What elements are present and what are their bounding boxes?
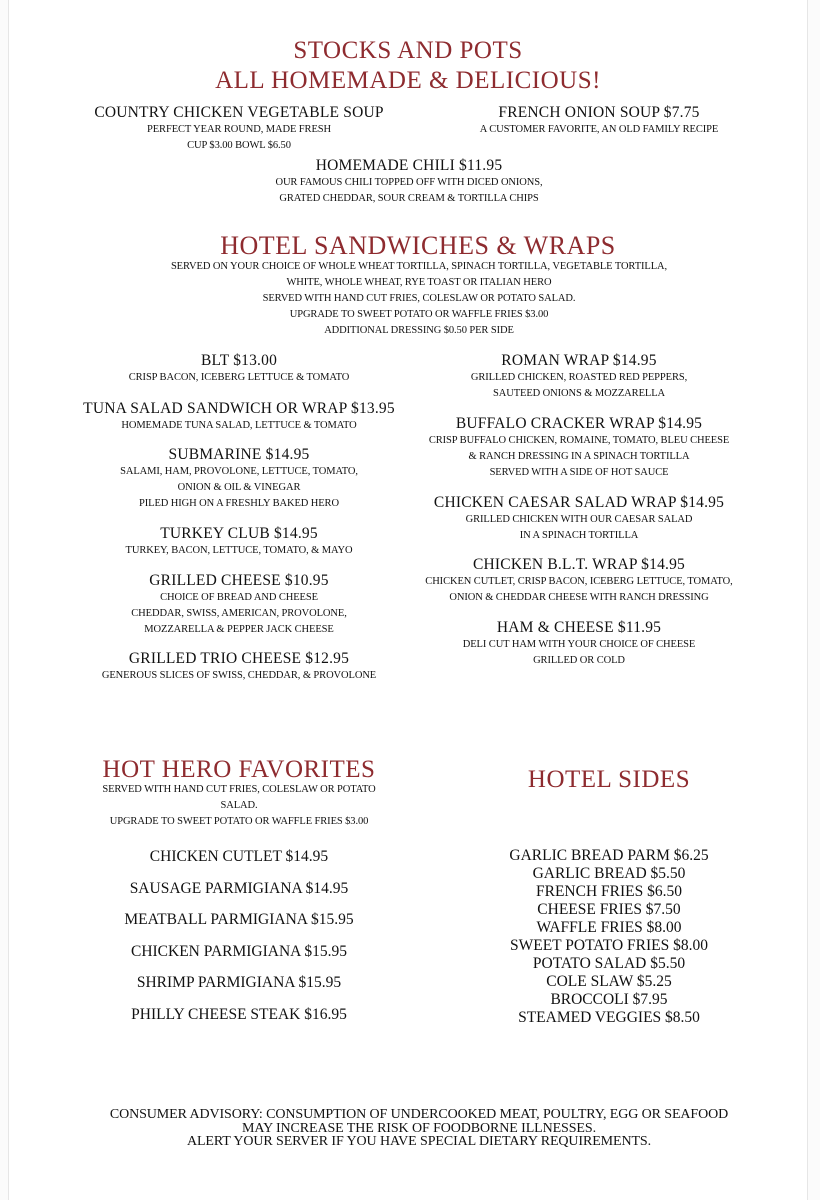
stocks-title-line-1: STOCKS AND POTS [293, 37, 523, 64]
menu-item [49, 400, 429, 434]
side-item: COLE SLAW $5.25 [546, 973, 672, 990]
sandwiches-intro [109, 259, 729, 339]
hero-item: SHRIMP PARMIGIANA $15.95 [136, 974, 342, 991]
description-line: CUP $3.00 BOWL $6.50 [187, 140, 291, 151]
menu-item [69, 650, 409, 684]
description-line: GRILLED OR COLD [533, 655, 625, 666]
hero-item: CHICKEN PARMIGIANA $15.95 [130, 942, 348, 960]
menu-item [409, 619, 749, 669]
menu-item [399, 415, 759, 481]
side-item: GARLIC BREAD PARM $6.25 [509, 847, 709, 864]
item-description [429, 122, 769, 138]
section-title-sandwiches: HOTEL SANDWICHES & WRAPS [220, 231, 616, 260]
item-name: COUNTRY CHICKEN VEGETABLE SOUP [94, 104, 384, 121]
description-line: CHICKEN CUTLET, CRISP BACON, ICEBERG LETTUCE, TOMATO, [425, 576, 733, 587]
description-line: A CUSTOMER FAVORITE, AN OLD FAMILY RECIPE [479, 124, 719, 135]
item-name: HAM & CHEESE $11.95 [496, 619, 662, 636]
item-description [69, 464, 409, 512]
side-item: BROCCOLI $7.95 [550, 991, 668, 1008]
item-name: ROMAN WRAP $14.95 [501, 352, 657, 369]
menu-item [429, 104, 769, 138]
consumer-advisory [69, 1108, 769, 1149]
menu-item [209, 157, 609, 207]
section-title-hero: HOT HERO FAVORITES [102, 756, 376, 783]
menu-item [69, 525, 409, 559]
side-item: WAFFLE FRIES $8.00 [536, 919, 682, 936]
section-title-stocks [9, 36, 807, 96]
item-description [409, 574, 749, 606]
description-line: GRATED CHEDDAR, SOUR CREAM & TORTILLA CHIPS [279, 193, 539, 204]
item-description [69, 668, 409, 684]
item-name: CHICKEN B.L.T. WRAP $14.95 [472, 556, 685, 573]
item-name: TUNA SALAD SANDWICH OR WRAP $13.95 [83, 400, 395, 417]
side-item: CHEESE FRIES $7.50 [537, 901, 681, 918]
side-item: POTATO SALAD $5.50 [532, 955, 686, 972]
description-line: CHOICE OF BREAD AND CHEESE [160, 592, 318, 603]
description-line: GRILLED CHICKEN, ROASTED RED PEPPERS, [470, 372, 688, 383]
description-line: ONION & CHEDDAR CHEESE WITH RANCH DRESSING [449, 592, 709, 603]
item-description [399, 433, 759, 481]
description-line: & RANCH DRESSING IN A SPINACH TORTILLA [468, 451, 690, 462]
item-description [69, 543, 409, 559]
item-name: GRILLED CHEESE $10.95 [149, 572, 329, 589]
intro-line: UPGRADE TO SWEET POTATO OR WAFFLE FRIES $3.00 [109, 816, 369, 827]
hero-list [89, 848, 389, 1037]
advisory-line: ALERT YOUR SERVER IF YOU HAVE SPECIAL DIETARY REQUIREMENTS. [186, 1134, 652, 1149]
item-description [209, 175, 609, 207]
description-line: TURKEY, BACON, LETTUCE, TOMATO, & MAYO [125, 545, 353, 556]
description-line: SAUTEED ONIONS & MOZZARELLA [493, 388, 665, 399]
side-item: SWEET POTATO FRIES $8.00 [510, 937, 708, 954]
description-line: MOZZARELLA & PEPPER JACK CHEESE [144, 624, 334, 635]
menu-item [69, 572, 409, 638]
description-line: OUR FAMOUS CHILI TOPPED OFF WITH DICED ONIONS, [275, 177, 543, 188]
item-description [69, 122, 409, 154]
description-line: GENEROUS SLICES OF SWISS, CHEDDAR, & PROVOLONE [101, 670, 377, 681]
item-name: GRILLED TRIO CHEESE $12.95 [128, 650, 350, 667]
description-line: GRILLED CHICKEN WITH OUR CAESAR SALAD [465, 514, 693, 525]
hero-item: CHICKEN CUTLET $14.95 [149, 848, 329, 865]
item-description [409, 512, 749, 544]
hero-item: SAUSAGE PARMIGIANA $14.95 [129, 879, 349, 897]
intro-line: SERVED ON YOUR CHOICE OF WHOLE WHEAT TORTILLA, SPINACH TORTILLA, VEGETABLE TORTILLA, [170, 261, 668, 272]
hero-item: PHILLY CHEESE STEAK $16.95 [131, 1005, 347, 1023]
intro-line: SERVED WITH HAND CUT FRIES, COLESLAW OR POTATO SALAD. [262, 293, 576, 304]
item-name: TURKEY CLUB $14.95 [160, 525, 318, 542]
hero-item: MEATBALL PARMIGIANA $15.95 [124, 911, 354, 928]
item-name: SUBMARINE $14.95 [168, 446, 310, 463]
item-description [409, 637, 749, 669]
description-line: CRISP BUFFALO CHICKEN, ROMAINE, TOMATO, BLEU CHEESE [428, 435, 730, 446]
description-line: ONION & OIL & VINEGAR [177, 482, 301, 493]
menu-item [69, 446, 409, 512]
menu-item [69, 104, 409, 154]
item-description [409, 370, 749, 402]
description-line: CRISP BACON, ICEBERG LETTUCE & TOMATO [128, 372, 350, 383]
description-line: HOMEMADE TUNA SALAD, LETTUCE & TOMATO [121, 420, 357, 431]
intro-line: SERVED WITH HAND CUT FRIES, COLESLAW OR POTATO SALAD. [102, 784, 376, 811]
item-description [69, 590, 409, 638]
menu-item [69, 352, 409, 386]
side-item: GARLIC BREAD $5.50 [532, 865, 686, 882]
item-description [49, 418, 429, 434]
description-line: IN A SPINACH TORTILLA [519, 530, 639, 541]
description-line: SALAMI, HAM, PROVOLONE, LETTUCE, TOMATO, [120, 466, 358, 477]
item-description [69, 370, 409, 386]
menu-item [409, 352, 749, 402]
advisory-line: CONSUMER ADVISORY: CONSUMPTION OF UNDERCOOKED MEAT, POULTRY, EGG OR SEAFOOD [109, 1107, 729, 1122]
item-name: FRENCH ONION SOUP $7.75 [498, 104, 700, 121]
description-line: SERVED WITH A SIDE OF HOT SAUCE [489, 467, 669, 478]
stocks-title-line-2: ALL HOMEMADE & DELICIOUS! [215, 67, 601, 94]
item-name: CHICKEN CAESAR SALAD WRAP $14.95 [433, 494, 725, 511]
item-name: BLT $13.00 [200, 352, 278, 369]
intro-line: ADDITIONAL DRESSING $0.50 PER SIDE [324, 325, 514, 336]
sides-list [459, 847, 759, 1027]
description-line: PERFECT YEAR ROUND, MADE FRESH [147, 124, 331, 135]
intro-line: WHITE, WHOLE WHEAT, RYE TOAST OR ITALIAN HERO [286, 277, 552, 288]
description-line: DELI CUT HAM WITH YOUR CHOICE OF CHEESE [462, 639, 696, 650]
item-name: HOMEMADE CHILI $11.95 [315, 157, 503, 174]
menu-item [409, 494, 749, 544]
hero-intro [89, 782, 389, 830]
menu-page [8, 0, 808, 1200]
side-item: STEAMED VEGGIES $8.50 [518, 1009, 700, 1026]
section-title-sides: HOTEL SIDES [527, 766, 691, 793]
description-line: PILED HIGH ON A FRESHLY BAKED HERO [139, 498, 339, 509]
advisory-line: MAY INCREASE THE RISK OF FOODBORNE ILLNESSES. [242, 1120, 596, 1136]
item-name: BUFFALO CRACKER WRAP $14.95 [455, 415, 703, 432]
description-line: CHEDDAR, SWISS, AMERICAN, PROVOLONE, [131, 608, 347, 619]
side-item: FRENCH FRIES $6.50 [536, 883, 682, 900]
menu-item [409, 556, 749, 606]
intro-line: UPGRADE TO SWEET POTATO OR WAFFLE FRIES $3.00 [289, 309, 549, 320]
